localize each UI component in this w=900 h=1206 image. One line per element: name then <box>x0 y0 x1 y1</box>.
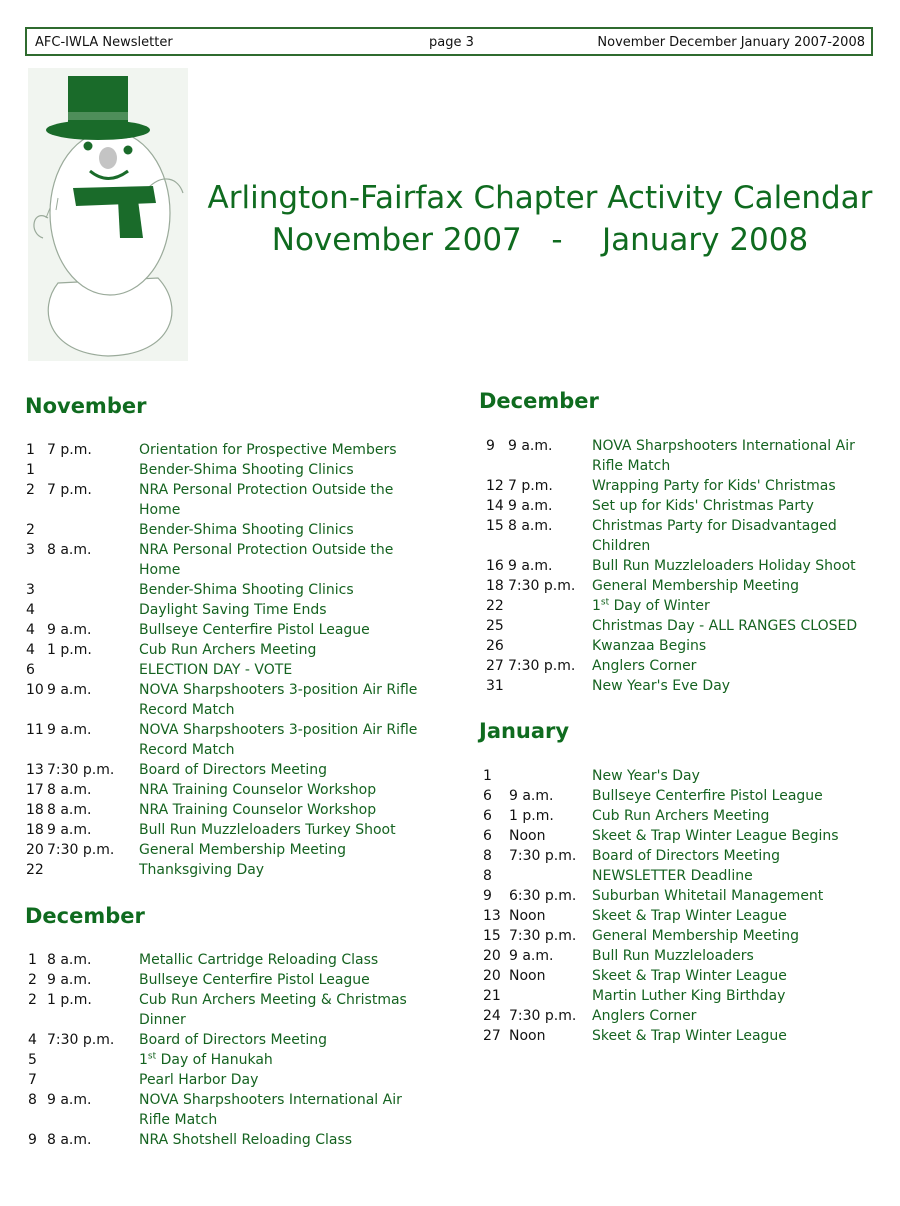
event-description-line2: Rifle Match <box>139 1112 218 1128</box>
event-description <box>139 970 370 990</box>
event-description <box>139 800 376 820</box>
event-day: 16 <box>486 558 504 574</box>
event-time: 8 a.m. <box>47 542 92 558</box>
event-description-text: Bender-Shima Shooting Clinics <box>139 582 354 598</box>
event-description-text: NRA Personal Protection Outside the <box>139 542 394 558</box>
event-row <box>483 1006 900 1026</box>
event-row <box>486 656 900 676</box>
event-day: 12 <box>486 478 504 494</box>
event-day: 2 <box>28 992 37 1008</box>
event-time: 9 a.m. <box>509 788 554 804</box>
event-time: Noon <box>509 908 546 924</box>
event-day: 13 <box>26 762 44 778</box>
event-description-text: 1 <box>139 1052 148 1068</box>
event-row <box>28 1090 448 1130</box>
event-description-text: Christmas Party for Disadvantaged <box>592 518 837 534</box>
event-description <box>592 986 785 1006</box>
event-time: 8 a.m. <box>508 518 553 534</box>
event-time: 7 p.m. <box>47 482 92 498</box>
event-time: 7:30 p.m. <box>47 842 115 858</box>
event-day: 4 <box>26 602 35 618</box>
event-day: 3 <box>26 582 35 598</box>
event-description-text: General Membership Meeting <box>592 578 800 594</box>
event-time: 7:30 p.m. <box>509 848 577 864</box>
event-day: 6 <box>483 808 492 824</box>
event-description-text: Daylight Saving Time Ends <box>139 602 327 618</box>
event-row <box>28 970 448 990</box>
event-description-line2: Home <box>139 502 181 518</box>
event-row <box>483 966 900 986</box>
event-description <box>592 886 823 906</box>
event-time: Noon <box>509 1028 546 1044</box>
event-time: 9 a.m. <box>47 682 92 698</box>
event-row <box>26 440 446 460</box>
event-day: 8 <box>483 868 492 884</box>
event-day: 9 <box>486 438 495 454</box>
event-row <box>26 780 446 800</box>
event-description <box>592 786 823 806</box>
event-description <box>139 1070 258 1090</box>
event-description-text: NRA Personal Protection Outside the <box>139 482 394 498</box>
event-day: 27 <box>483 1028 501 1044</box>
event-day: 9 <box>28 1132 37 1148</box>
event-row <box>483 806 900 826</box>
event-description <box>139 760 327 780</box>
event-row <box>486 616 900 636</box>
event-description-text: Bullseye Centerfire Pistol League <box>139 622 370 638</box>
event-description <box>139 540 393 580</box>
event-description-text: Thanksgiving Day <box>139 862 265 878</box>
event-row <box>483 766 900 786</box>
event-day: 9 <box>483 888 492 904</box>
event-description <box>592 576 799 596</box>
event-row <box>483 946 900 966</box>
event-day: 26 <box>486 638 504 654</box>
event-description <box>592 766 700 786</box>
event-description-text: Bull Run Muzzleloaders <box>592 948 754 964</box>
event-description <box>139 620 370 640</box>
event-description-line2: Home <box>139 562 181 578</box>
event-description <box>592 676 730 696</box>
event-description <box>139 1130 352 1150</box>
event-description <box>139 640 316 660</box>
event-description-text: Board of Directors Meeting <box>592 848 780 864</box>
event-description <box>592 1026 787 1046</box>
event-description-text: New Year's Eve Day <box>592 678 731 694</box>
event-row <box>486 636 900 656</box>
section-heading-november: November <box>25 394 147 418</box>
event-description-text: Orientation for Prospective Members <box>139 442 397 458</box>
event-description-text: Bender-Shima Shooting Clinics <box>139 462 354 478</box>
event-description <box>592 966 787 986</box>
event-time: 9 a.m. <box>508 498 553 514</box>
event-row <box>28 990 448 1030</box>
event-day: 4 <box>28 1032 37 1048</box>
event-day: 1 <box>26 442 35 458</box>
event-time: Noon <box>509 968 546 984</box>
event-description <box>592 516 837 556</box>
event-description-text: New Year's Day <box>592 768 700 784</box>
event-day: 20 <box>483 968 501 984</box>
event-description-text: Metallic Cartridge Reloading Class <box>139 952 379 968</box>
event-description <box>139 720 417 760</box>
event-time: 9 a.m. <box>47 722 92 738</box>
event-day: 31 <box>486 678 504 694</box>
event-description-text: Bull Run Muzzleloaders Turkey Shoot <box>139 822 396 838</box>
event-description-text: Suburban Whitetail Management <box>592 888 824 904</box>
event-description-text: Skeet & Trap Winter League <box>592 908 787 924</box>
event-description-text: Skeet & Trap Winter League <box>592 1028 787 1044</box>
event-time: 7:30 p.m. <box>509 928 577 944</box>
event-row <box>486 676 900 696</box>
calendar-date-range: November 2007 - January 2008 <box>271 222 809 258</box>
event-description <box>139 990 407 1030</box>
event-description <box>592 846 780 866</box>
event-day: 20 <box>483 948 501 964</box>
event-description-text: Martin Luther King Birthday <box>592 988 786 1004</box>
ordinal-suffix: st <box>147 1051 157 1062</box>
event-row <box>26 460 446 480</box>
event-description <box>139 580 354 600</box>
event-time: 7:30 p.m. <box>508 578 576 594</box>
event-day: 11 <box>26 722 44 738</box>
event-description-rest: Day of Winter <box>609 598 710 614</box>
event-description <box>592 806 769 826</box>
event-day: 2 <box>28 972 37 988</box>
event-description-text: NRA Training Counselor Workshop <box>139 802 377 818</box>
event-time: Noon <box>509 828 546 844</box>
event-description-text: NOVA Sharpshooters International Air <box>139 1092 402 1108</box>
event-day: 10 <box>26 682 44 698</box>
event-row <box>483 986 900 1006</box>
event-description <box>592 436 855 476</box>
event-row <box>28 950 448 970</box>
event-description-text: Cub Run Archers Meeting <box>139 642 317 658</box>
event-time: 8 a.m. <box>47 782 92 798</box>
event-description-text: Board of Directors Meeting <box>139 1032 327 1048</box>
event-time: 1 p.m. <box>47 992 92 1008</box>
section-heading-december-right: December <box>479 389 599 413</box>
event-description <box>592 556 856 576</box>
event-day: 13 <box>483 908 501 924</box>
event-day: 22 <box>486 598 504 614</box>
event-description <box>592 636 706 656</box>
event-description-rest: Day of Hanukah <box>156 1052 273 1068</box>
event-row <box>486 556 900 576</box>
event-time: 8 a.m. <box>47 802 92 818</box>
event-day: 8 <box>28 1092 37 1108</box>
event-row <box>28 1130 448 1150</box>
event-description-line2: Record Match <box>139 742 235 758</box>
event-row <box>26 580 446 600</box>
event-day: 1 <box>26 462 35 478</box>
event-row <box>26 480 446 520</box>
calendar-title: Arlington-Fairfax Chapter Activity Calendar <box>207 180 873 216</box>
event-time: 9 a.m. <box>47 972 92 988</box>
event-description-text: Board of Directors Meeting <box>139 762 327 778</box>
event-time: 9 a.m. <box>508 438 553 454</box>
event-description-text: NRA Training Counselor Workshop <box>139 782 377 798</box>
event-day: 14 <box>486 498 504 514</box>
event-description <box>139 1030 327 1050</box>
event-day: 6 <box>26 662 35 678</box>
event-description <box>592 866 753 886</box>
event-time: 7:30 p.m. <box>509 1008 577 1024</box>
event-day: 17 <box>26 782 44 798</box>
event-row <box>486 476 900 496</box>
event-description <box>139 600 327 620</box>
event-row <box>486 576 900 596</box>
event-description-text: Wrapping Party for Kids' Christmas <box>592 478 836 494</box>
event-time: 9 a.m. <box>508 558 553 574</box>
event-row <box>28 1070 448 1090</box>
event-day: 1 <box>28 952 37 968</box>
event-description <box>592 476 836 496</box>
event-row <box>28 1030 448 1050</box>
event-day: 21 <box>483 988 501 1004</box>
event-description <box>592 946 754 966</box>
event-description-text: Christmas Day - ALL RANGES CLOSED <box>592 618 858 634</box>
event-row <box>26 600 446 620</box>
event-description-line2: Rifle Match <box>592 458 671 474</box>
event-description-text: NOVA Sharpshooters International Air <box>592 438 855 454</box>
event-description-text: ELECTION DAY - VOTE <box>139 662 293 678</box>
section-heading-december-left: December <box>25 904 145 928</box>
event-description-text: Bullseye Centerfire Pistol League <box>139 972 370 988</box>
event-day: 3 <box>26 542 35 558</box>
newsletter-name: AFC-IWLA Newsletter <box>35 35 173 50</box>
page-header <box>25 27 873 56</box>
event-row <box>486 496 900 516</box>
event-description <box>139 480 393 520</box>
event-time: 8 a.m. <box>47 952 92 968</box>
event-time: 1 p.m. <box>509 808 554 824</box>
event-time: 9 a.m. <box>47 622 92 638</box>
event-time: 9 a.m. <box>47 822 92 838</box>
event-day: 7 <box>28 1072 37 1088</box>
event-row <box>26 620 446 640</box>
event-time: 7:30 p.m. <box>508 658 576 674</box>
event-description-line2: Children <box>592 538 651 554</box>
event-day: 18 <box>26 802 44 818</box>
event-description-text: Skeet & Trap Winter League <box>592 968 787 984</box>
event-description-text: NOVA Sharpshooters 3-position Air Rifle <box>139 682 418 698</box>
event-day: 4 <box>26 642 35 658</box>
event-description <box>592 826 839 846</box>
event-row <box>483 846 900 866</box>
event-description <box>592 926 799 946</box>
event-row <box>483 786 900 806</box>
event-description <box>139 440 397 460</box>
event-description-text: Bull Run Muzzleloaders Holiday Shoot <box>592 558 856 574</box>
event-description <box>139 950 378 970</box>
event-description-text: Anglers Corner <box>592 1008 697 1024</box>
event-description-text: Kwanzaa Begins <box>592 638 707 654</box>
section-heading-january: January <box>479 719 570 743</box>
event-description <box>139 520 354 540</box>
event-day: 6 <box>483 788 492 804</box>
event-day: 18 <box>26 822 44 838</box>
event-day: 24 <box>483 1008 501 1024</box>
event-time: 9 a.m. <box>47 1092 92 1108</box>
event-row <box>483 906 900 926</box>
event-row <box>26 820 446 840</box>
event-day: 6 <box>483 828 492 844</box>
event-description <box>592 1006 696 1026</box>
event-row <box>26 720 446 760</box>
event-day: 1 <box>483 768 492 784</box>
event-description-text: Set up for Kids' Christmas Party <box>592 498 814 514</box>
event-description-text: General Membership Meeting <box>139 842 347 858</box>
event-description-text: Bender-Shima Shooting Clinics <box>139 522 354 538</box>
event-description-text: NRA Shotshell Reloading Class <box>139 1132 353 1148</box>
event-description <box>139 660 292 680</box>
event-row <box>26 520 446 540</box>
issue-date: November December January 2007-2008 <box>597 35 865 50</box>
event-row <box>26 800 446 820</box>
event-row <box>26 540 446 580</box>
event-description-text: NEWSLETTER Deadline <box>592 868 753 884</box>
page-number: page 3 <box>429 35 474 50</box>
event-description-text: Cub Run Archers Meeting <box>592 808 770 824</box>
event-description-text: 1 <box>592 598 601 614</box>
event-time: 1 p.m. <box>47 642 92 658</box>
event-row <box>486 596 900 616</box>
event-row <box>486 516 900 556</box>
event-description <box>592 906 787 926</box>
event-day: 15 <box>486 518 504 534</box>
event-description-text: General Membership Meeting <box>592 928 800 944</box>
event-description <box>592 596 710 616</box>
event-day: 20 <box>26 842 44 858</box>
event-day: 5 <box>28 1052 37 1068</box>
event-day: 8 <box>483 848 492 864</box>
event-time: 8 a.m. <box>47 1132 92 1148</box>
event-row <box>26 660 446 680</box>
event-time: 7:30 p.m. <box>47 762 115 778</box>
event-time: 7:30 p.m. <box>47 1032 115 1048</box>
event-description-text: NOVA Sharpshooters 3-position Air Rifle <box>139 722 418 738</box>
event-row <box>26 680 446 720</box>
event-row <box>26 840 446 860</box>
event-description <box>139 860 264 880</box>
event-description <box>592 496 814 516</box>
event-description <box>592 616 857 636</box>
event-row <box>483 1026 900 1046</box>
event-time: 7 p.m. <box>508 478 553 494</box>
event-description <box>139 680 417 720</box>
event-day: 18 <box>486 578 504 594</box>
event-description-text: Bullseye Centerfire Pistol League <box>592 788 823 804</box>
event-day: 15 <box>483 928 501 944</box>
event-day: 25 <box>486 618 504 634</box>
event-row <box>26 760 446 780</box>
event-description <box>139 1090 402 1130</box>
event-description <box>139 840 346 860</box>
event-row <box>28 1050 448 1070</box>
event-description <box>139 780 376 800</box>
event-row <box>483 926 900 946</box>
event-time: 9 a.m. <box>509 948 554 964</box>
event-row <box>486 436 900 476</box>
snowman-illustration <box>28 68 188 361</box>
ordinal-suffix: st <box>600 597 610 608</box>
event-description <box>592 656 696 676</box>
event-day: 2 <box>26 482 35 498</box>
event-time: 6:30 p.m. <box>509 888 577 904</box>
event-time: 7 p.m. <box>47 442 92 458</box>
event-description <box>139 820 396 840</box>
event-description <box>139 460 354 480</box>
event-description-line2: Dinner <box>139 1012 186 1028</box>
event-description-line2: Record Match <box>139 702 235 718</box>
event-row <box>483 886 900 906</box>
event-description <box>139 1050 273 1070</box>
event-description-text: Pearl Harbor Day <box>139 1072 259 1088</box>
event-row <box>483 826 900 846</box>
event-day: 4 <box>26 622 35 638</box>
event-day: 22 <box>26 862 44 878</box>
event-description-text: Cub Run Archers Meeting & Christmas <box>139 992 407 1008</box>
event-day: 27 <box>486 658 504 674</box>
event-description-text: Skeet & Trap Winter League Begins <box>592 828 839 844</box>
event-row <box>483 866 900 886</box>
event-day: 2 <box>26 522 35 538</box>
event-description-text: Anglers Corner <box>592 658 697 674</box>
event-row <box>26 860 446 880</box>
event-row <box>26 640 446 660</box>
